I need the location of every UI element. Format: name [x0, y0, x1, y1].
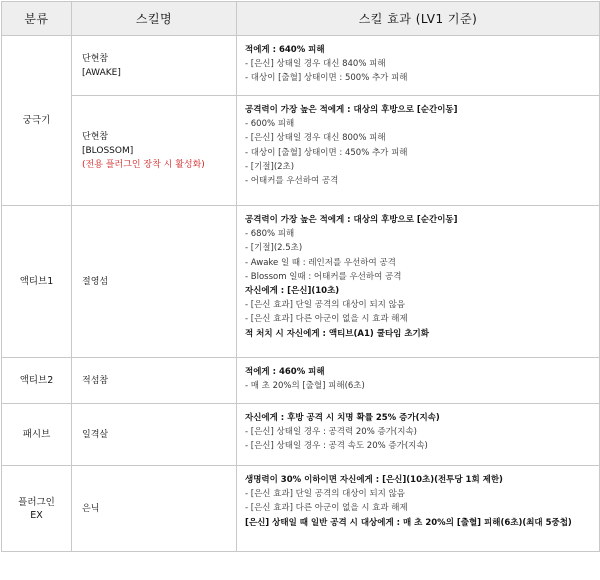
category-ex-label: EX	[30, 509, 43, 521]
category-active2: 액티브2	[2, 358, 72, 404]
effect-line: - 대상이 [출혈] 상태이면 : 450% 추가 피해	[245, 147, 408, 158]
effect-line: - 대상이 [출혈] 상태이면 : 500% 추가 피해	[245, 73, 408, 84]
category-plugin-ex	[2, 466, 72, 552]
effect-line: 공격력이 가장 높은 적에게 : 대상의 후방으로 [순간이동]	[245, 105, 458, 115]
effect-line: - 600% 피해	[245, 119, 295, 130]
skill-effect-cell	[237, 206, 600, 358]
header-row	[2, 2, 600, 36]
effect-line: - [은신 효과] 다른 아군이 없을 시 효과 해제	[245, 314, 408, 325]
table-row-ultimate-blossom	[2, 96, 600, 206]
skill-name: 은닉	[82, 503, 100, 514]
table-row-ultimate-awake	[2, 36, 600, 96]
effect-line: 자신에게 : 후방 공격 시 치명 확률 25% 증가(지속)	[245, 413, 440, 423]
effect-line: 적 처치 시 자신에게 : 액티브(A1) 쿨타임 초기화	[245, 328, 429, 339]
skill-name-cell	[72, 358, 237, 404]
skill-name-cell	[72, 36, 237, 96]
effect-line: - [은신] 상태일 경우 대신 800% 피해	[245, 133, 386, 144]
skill-table	[1, 1, 600, 552]
skill-name: 절영섬	[82, 276, 109, 287]
effect-line: - [은신] 상태일 경우 대신 840% 피해	[245, 59, 386, 70]
effect-line: 적에게 : 640% 피해	[245, 45, 325, 55]
skill-effect-cell	[237, 96, 600, 206]
table-row-active2	[2, 358, 600, 404]
effect-line: - 680% 피해	[245, 229, 295, 240]
category-plugin-label: 플러그인	[18, 496, 55, 508]
effect-line: - [기절](2초)	[245, 161, 295, 172]
category-passive: 패시브	[2, 404, 72, 466]
effect-line: - [은신 효과] 다른 아군이 없을 시 효과 해제	[245, 503, 408, 514]
plugin-activation-note: (전용 플러그인 장착 시 활성화)	[82, 159, 205, 170]
category-active1: 액티브1	[2, 206, 72, 358]
effect-line: - [은신] 상태일 경우 : 공격 속도 20% 증가(지속)	[245, 441, 428, 452]
effect-line: - Awake 일 때 : 레인저를 우선하여 공격	[245, 257, 396, 268]
header-category: 분류	[2, 2, 72, 36]
header-skill-effect: 스킬 효과 (LV1 기준)	[237, 2, 600, 36]
skill-variant: [BLOSSOM]	[82, 145, 134, 156]
table-row-plugin-ex	[2, 466, 600, 552]
header-skill-name: 스킬명	[72, 2, 237, 36]
skill-name: 적섬참	[82, 375, 109, 386]
effect-line: 생명력이 30% 이하이면 자신에게 : [은신](10초)(전투당 1회 제한)	[245, 475, 503, 485]
skill-name-cell	[72, 466, 237, 552]
skill-name: 단현참	[82, 131, 109, 142]
skill-name-cell	[72, 404, 237, 466]
skill-name-cell	[72, 96, 237, 206]
effect-line: - Blossom 일때 : 어태커를 우선하여 공격	[245, 271, 402, 282]
effect-line: - 매 초 20%의 [출혈] 피해(6초)	[245, 381, 365, 392]
effect-line: - [은신 효과] 단일 공격의 대상이 되지 않음	[245, 489, 405, 500]
effect-line: 적에게 : 460% 피해	[245, 367, 325, 377]
table-row-passive	[2, 404, 600, 466]
skill-effect-cell	[237, 466, 600, 552]
effect-line: [은신] 상태일 때 일반 공격 시 대상에게 : 매 초 20%의 [출혈] 피해(6초)(최대 5중첩)	[245, 517, 572, 528]
effect-line: - [은신 효과] 단일 공격의 대상이 되지 않음	[245, 300, 405, 311]
skill-effect-cell	[237, 358, 600, 404]
skill-name: 단현참	[82, 53, 109, 64]
effect-line: 공격력이 가장 높은 적에게 : 대상의 후방으로 [순간이동]	[245, 215, 458, 225]
effect-line: - 어태커를 우선하여 공격	[245, 176, 339, 187]
skill-variant: [AWAKE]	[82, 67, 121, 78]
effect-line: - [은신] 상태일 경우 : 공격력 20% 증가(지속)	[245, 427, 417, 438]
skill-name: 일격살	[82, 429, 109, 440]
skill-effect-cell	[237, 36, 600, 96]
category-ultimate: 궁극기	[2, 36, 72, 206]
effect-line: 자신에게 : [은신](10초)	[245, 286, 340, 297]
effect-line: - [기절](2.5초)	[245, 243, 303, 254]
skill-effect-cell	[237, 404, 600, 466]
table-row-active1	[2, 206, 600, 358]
skill-name-cell	[72, 206, 237, 358]
